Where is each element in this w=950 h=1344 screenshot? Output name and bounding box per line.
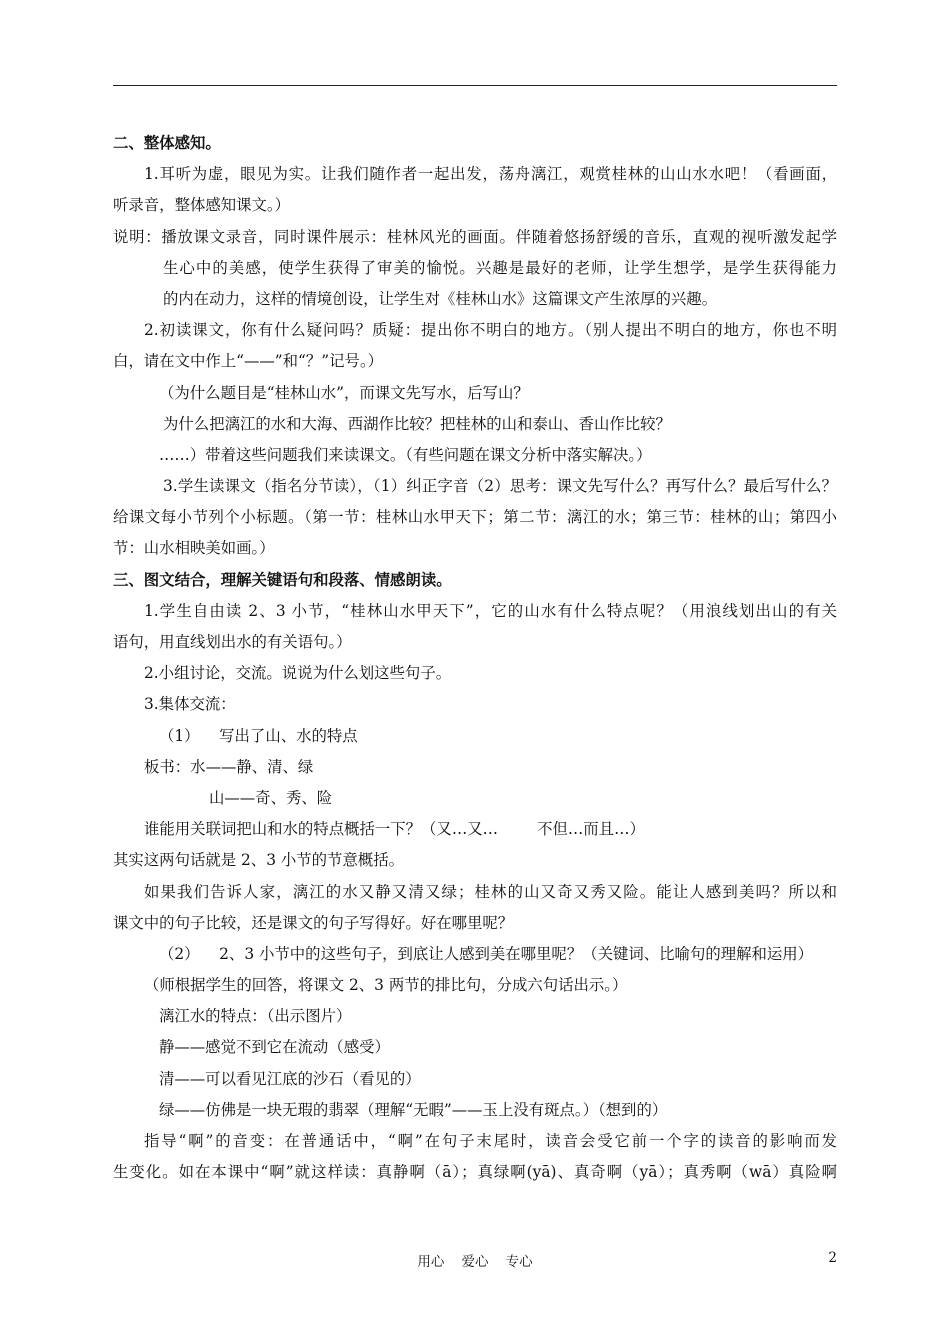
paragraph-line: 3.集体交流： <box>144 695 236 714</box>
paragraph-line: 生心中的美感，使学生获得了审美的愉悦。兴趣是最好的老师，让学生想学，是学生获得能力 <box>163 258 837 277</box>
paragraph-line: （1） 写出了山、水的特点 <box>159 726 358 745</box>
paragraph-line: 漓江水的特点：（出示图片） <box>159 1007 352 1026</box>
blackboard-line: 山——奇、秀、险 <box>209 788 333 807</box>
paragraph-line: 3.学生读课文（指名分节读），（1）纠正字音（2）思考：课文先写什么？再写什么？最后写什么？ <box>163 477 837 496</box>
paragraph-line: 给课文每小节列个小标题。（第一节：桂林山水甲天下；第二节：漓江的水；第三节：桂林的山；第四小 <box>113 508 837 527</box>
paragraph-line: 绿——仿佛是一块无瑕的翡翠（理解“无暇”——玉上没有斑点。）（想到的） <box>159 1100 668 1119</box>
paragraph-line: 谁能用关联词把山和水的特点概括一下？（又…又… 不但…而且…） <box>144 820 645 839</box>
paragraph-line: 1.耳听为虚，眼见为实。让我们随作者一起出发，荡舟漓江，观赏桂林的山山水水吧！（看画面， <box>144 165 837 184</box>
paragraph-line: 指导“啊”的音变：在普通话中，“啊”在句子末尾时，读音会受它前一个字的读音的影响而发 <box>144 1132 837 1150</box>
paragraph-line: 2.初读课文，你有什么疑问吗？质疑：提出你不明白的地方。（别人提出不明白的地方，你也不明 <box>144 321 837 340</box>
paragraph-line: 说明：播放课文录音，同时课件展示：桂林风光的画面。伴随着悠扬舒缓的音乐，直观的视听激发起学 <box>113 227 837 246</box>
paragraph-line: 节：山水相映美如画。） <box>113 539 275 558</box>
section-heading: 三、图文结合，理解关键语句和段落、情感朗读。 <box>113 570 452 589</box>
header-rule <box>113 85 837 86</box>
paragraph-line: 其实这两句话就是 2、3 小节的节意概括。 <box>113 851 405 870</box>
paragraph-line: 清——可以看见江底的沙石（看见的） <box>159 1069 421 1088</box>
paragraph-line: 的内在动力，这样的情境创设，让学生对《桂林山水》这篇课文产生浓厚的兴趣。 <box>163 289 718 308</box>
paragraph-line: 如果我们告诉人家，漓江的水又静又清又绿；桂林的山又奇又秀又险。能让人感到美吗？所以和 <box>144 882 837 901</box>
page-footer <box>0 1250 950 1270</box>
paragraph-line: 静——感觉不到它在流动（感受） <box>159 1038 390 1057</box>
paragraph-line: 语句，用直线划出水的有关语句。） <box>113 633 352 651</box>
paragraph-line: 白，请在文中作上“——”和“？”记号。） <box>113 352 384 371</box>
page-number: 2 <box>828 1250 837 1266</box>
paragraph-line: 课文中的句子比较，还是课文的句子写得好。好在哪里呢？ <box>113 913 514 932</box>
paragraph-line: （师根据学生的回答，将课文 2、3 两节的排比句，分成六句话出示。） <box>144 976 628 995</box>
blackboard-line: 板书：水——静、清、绿 <box>144 757 314 776</box>
paragraph-line: （为什么题目是“桂林山水”，而课文先写水，后写山？ <box>159 383 529 402</box>
document-body <box>113 128 837 1188</box>
footer-motto: 用心 爱心 专心 <box>417 1254 533 1270</box>
paragraph-line: 听录音，整体感知课文。） <box>113 196 290 215</box>
paragraph-line: 1.学生自由读 2、3 小节，“桂林山水甲天下”，它的山水有什么特点呢？（用浪线划出山的有关 <box>144 601 837 620</box>
paragraph-line: （2） 2、3 小节中的这些句子，到底让人感到美在哪里呢？（关键词、比喻句的理解和运用） <box>159 944 814 963</box>
paragraph-line: 为什么把漓江的水和大海、西湖作比较？把桂林的山和泰山、香山作比较？ <box>163 414 671 433</box>
paragraph-line: 生变化。如在本课中“啊”就这样读：真静啊（ā）；真绿啊(yā)、真奇啊（yā）；真秀啊（wā）真险啊 <box>113 1163 837 1182</box>
paragraph-line: ……）带着这些问题我们来读课文。（有些问题在课文分析中落实解决。） <box>159 445 652 464</box>
section-heading: 二、整体感知。 <box>113 134 221 152</box>
paragraph-line: 2.小组讨论，交流。说说为什么划这些句子。 <box>144 664 452 683</box>
